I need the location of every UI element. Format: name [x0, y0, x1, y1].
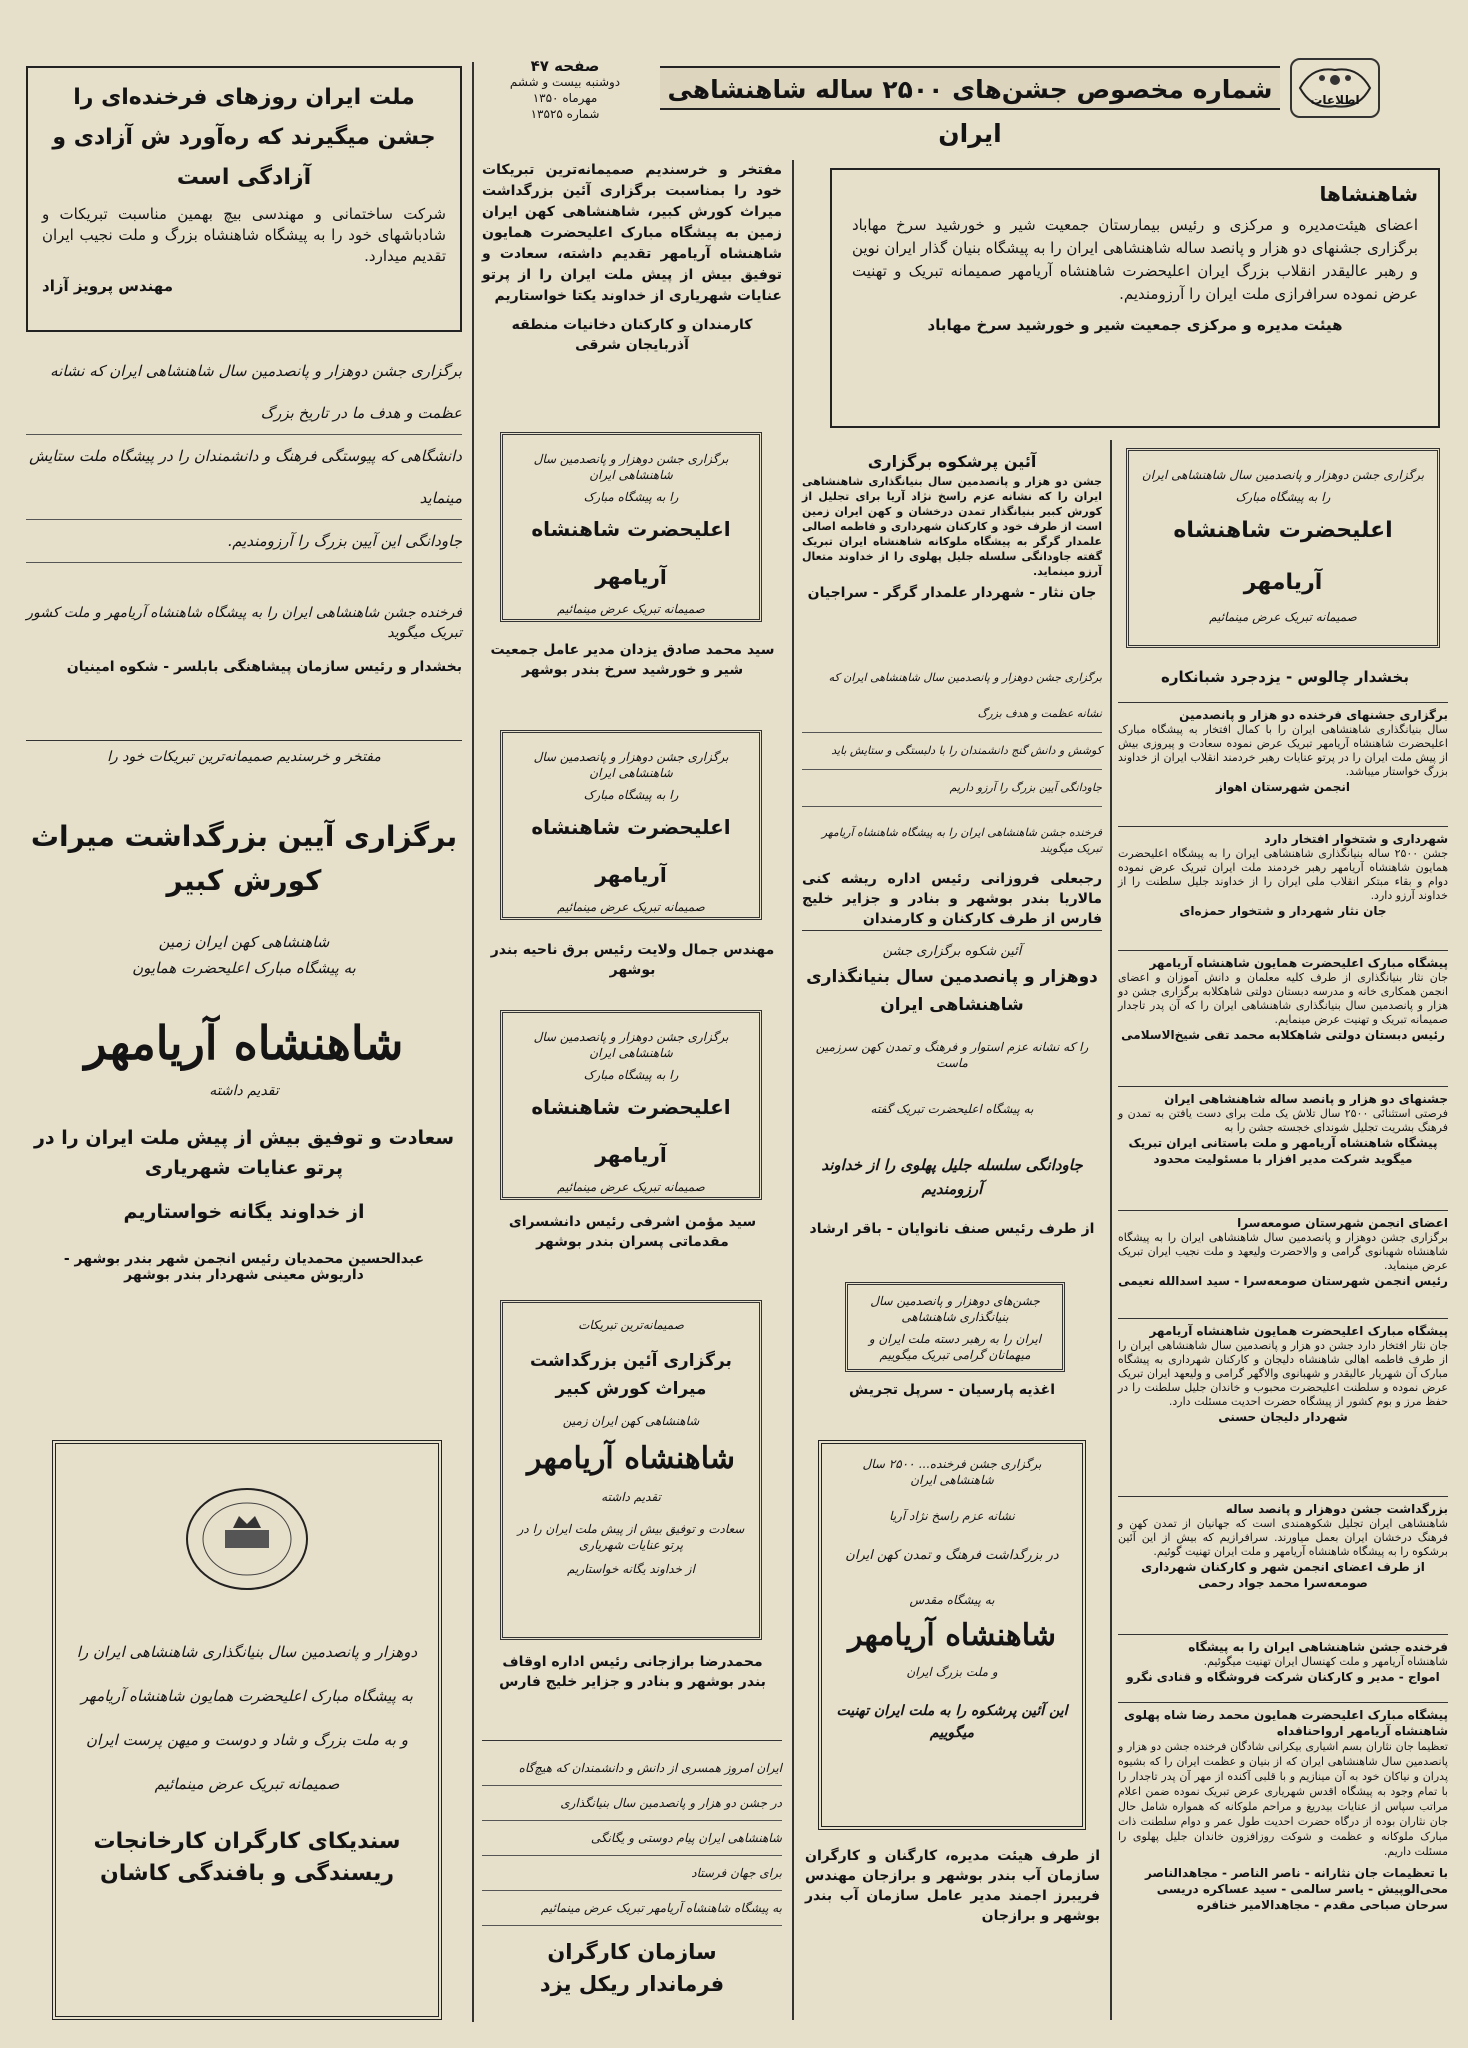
ad-construction-sign: مهندس پرویز آزاد [42, 277, 173, 295]
final-sign-3: سرحان صباحی مقدم - مجاهدالامیر خنافره [1196, 1898, 1448, 1912]
kourosh-top: صمیمانه‌ترین تبریکات [578, 1318, 684, 1332]
kashan-line4: صمیمانه تبریک عرض مینمائیم [154, 1775, 340, 1793]
water-top: برگزاری جشن فرخنده... ۲۵۰۰ سال شاهنشاهی ایران [862, 1457, 1042, 1487]
aein-sign: جان نثار - شهردار علمدار گرگر - سراجیان [807, 585, 1097, 601]
notice-item [1118, 1210, 1448, 1318]
box-foot: صمیمانه تبریک عرض مینمائیم [557, 602, 705, 616]
box-head: برگزاری جشن دوهزار و پانصدمین سال شاهنشاهی ایران [533, 1030, 729, 1060]
notice-title: پیشگاه مبارک اعلیحضرت همایون محمد رضا شاه پهلوی شاهنشاه آریامهر ارواحنافداه [1123, 1708, 1448, 1738]
sign-parsian: اغذیه پارسیان - سرپل تجریش [848, 1382, 1056, 1398]
bakers-line1: آئین شکوه برگزاری جشن [882, 944, 1022, 959]
notice-sign: امواج - مدیر و کارکنان شرکت فروشگاه و قنادی نگرو [1126, 1670, 1440, 1684]
ad-parsian [845, 1282, 1065, 1372]
ad-kourosh-big [26, 740, 462, 1420]
notice-sign: از طرف اعضای انجمن شهر و کارکنان شهرداری صومعه‌سرا محمد جواد رحمی [1141, 1560, 1425, 1590]
script-line-1: برگزاری جشن دوهزار و پانصدمین سال شاهنشاهی ایران که نشانه عظمت و هدف ما در تاریخ بزرگ [26, 350, 462, 435]
box-small: را به پیشگاه مبارک [1235, 490, 1331, 504]
ad-kashan-union [52, 1440, 442, 2020]
notice-item [1118, 702, 1448, 826]
script-line-4: برای جهان فرستاد [482, 1856, 782, 1891]
kourosh-big-wish2: از خداوند یگانه خواستاریم [123, 1201, 365, 1223]
script-line-1: برگزاری جشن دوهزار و پانصدمین سال شاهنشاهی ایران که نشانه عظمت و هدف بزرگ [802, 660, 1102, 733]
notice-title: برگزاری جشنهای فرخنده دو هزار و پانصدمین [1179, 708, 1448, 722]
box-head: برگزاری جشن دوهزار و پانصدمین سال شاهنشاهی ایران [1141, 468, 1425, 482]
ad-script-babolsar [26, 350, 462, 720]
sign-yazdan: سید محمد صادق یزدان مدیر عامل جمعیت شیر و خورشید سرخ بندر بوشهر [490, 642, 775, 678]
water-name: شاهنشاه آریامهر [848, 1618, 1056, 1653]
script-tribute: فرخنده جشن شاهنشاهی ایران را به پیشگاه شاهنشاه آریامهر و ملت کشور تبریک میگوید [26, 605, 462, 641]
malaria-tribute: فرخنده جشن شاهنشاهی ایران را به پیشگاه شاهنشاه آریامهر تبریک میگویند [821, 826, 1102, 855]
ad-box-school [500, 1010, 762, 1200]
script-line-1: ایران امروز همسری از دانش و دانشمندان که هیچ‌گاه [482, 1751, 782, 1786]
kourosh-wish: سعادت و توفیق بیش از پیش ملت ایران را در پرتو عنایات شهریاری [517, 1522, 745, 1552]
aein-title: آئین پرشکوه برگزاری [867, 452, 1037, 471]
script-line-5: به پیشگاه شاهنشاه آریامهر تبریک عرض مینمائیم [482, 1891, 782, 1926]
notice-body: فرصتی استثنائی ۲۵۰۰ سال تلاش یک ملت برای دست یافتن به تمدن و فرهنگ بشریت تجلیل شوندای خجسته جشن را به [1118, 1107, 1448, 1134]
kourosh-big-offered: تقدیم داشته [209, 1083, 279, 1099]
water-l2: در بزرگداشت فرهنگ و تمدن کهن ایران [845, 1548, 1059, 1563]
script-line-2: کوشش و دانش گنج دانشمندان را با دلبستگی و ستایش باید [802, 733, 1102, 770]
notice-item [1118, 1702, 1448, 2010]
ad-shahanshaha [830, 168, 1440, 428]
notice-sign: رئیس دبستان دولتی شاهکلابه محمد تقی شیخ‌الاسلامی [1121, 1028, 1445, 1042]
water-l1: نشانه عزم راسخ نژاد آریا [889, 1509, 1015, 1523]
ad-box-chalus [1126, 448, 1440, 648]
kashan-line3: و به ملت بزرگ و شاد و دوست و میهن پرست ایران [86, 1731, 408, 1749]
script-line-2: دانشگاهی که پیوستگی فرهنگ و دانشمندان را در پیشگاه ملت ستایش مینماید [26, 435, 462, 520]
masthead-logo [1290, 58, 1380, 118]
malaria-sign: رجبعلی فروزانی رئیس اداره ریشه کنی مالاریا بندر بوشهر و بنادر و جزایر خلیج فارس از طرف کارکنان و کارمندان [802, 871, 1102, 927]
notice-item [1118, 826, 1448, 950]
notice-item [1118, 1496, 1448, 1634]
notice-title: شهرداری و شتخوار افتخار دارد [1264, 832, 1448, 846]
date-block [490, 58, 640, 138]
box-head: برگزاری جشن دوهزار و پانصدمین سال شاهنشاهی ایران [533, 750, 729, 780]
bakers-line2: دوهزار و پانصدمین سال بنیانگذاری [806, 967, 1098, 987]
kourosh-big-sub1: شاهنشاهی کهن ایران زمین [158, 933, 330, 951]
notice-item [1118, 1086, 1448, 1210]
kashan-sign1: سندیکای کارگران کارخانجات [93, 1829, 401, 1854]
sign-borazjani: محمدرضا برازجانی رئیس اداره اوقاف بندر بوشهر و بنادر و جزایر خلیج فارس [499, 1654, 766, 1690]
ad-construction [26, 66, 462, 332]
notice-item [1118, 950, 1448, 1086]
notice-sign: پیشگاه شاهنشاه آریامهر و ملت باستانی ایران تبریک میگوید شرکت مدیر افزار با مسئولیت محدود [1128, 1136, 1438, 1166]
notice-body: تعظیما جان نثاران بسم اشیاری بیکرانی شادگان فرخنده جشن دو هزار و پانصدمین سال شاهنشاهی ایران که از بنیان و عظمت ایران را که بشیوه پدران و نیاکان خود به آن مینازیم و با قلبی آکنده از مهر آن پدر تاجدار را با تمام وجود به پیشگاه اقدس شهریاری عرض تبریک نموده ضمن اعلام مراتب سپاس از عنایات بیدریغ و مراحم ملوکانه که همواره شامل حال جان نثاران بوده از درگاه حضرت احدیت طول عمر و دوام سلطنت ذات مبارک ملوکانه و عظمت و شوکت روزافزون خاندان جلیل پهلوی را مسئلت داریم. [1118, 1740, 1448, 1858]
box-head: برگزاری جشن دوهزار و پانصدمین سال شاهنشاهی ایران [533, 452, 729, 482]
script-line-3: شاهنشاهی ایران پیام دوستی و یگانگی [482, 1821, 782, 1856]
ad-water-org [818, 1440, 1086, 1830]
kourosh-title: برگزاری آئین بزرگداشت میراث کورش کبیر [530, 1351, 732, 1399]
notice-title: اعضای انجمن شهرستان صومعه‌سرا [1237, 1216, 1448, 1230]
royal-emblem-icon [177, 1484, 317, 1594]
notice-item [1118, 1318, 1448, 1496]
kourosh-wish2: از خداوند یگانه خواستاریم [567, 1562, 695, 1576]
aein-body: جشن دو هزار و پانصدمین سال بنیانگذاری شاهنشاهی ایران را که نشانه عزم راسخ نژاد آریا برای تجلیل از کورش کبیر بنیانگذار تمدن درخشان و کهن ایران زمین است از طرف خود و کارکنان شهرداری و فاطمه اصالی علمدار گرگر به پیشگاه ملوکانه شاهنشاه ایران تبریک گفته جاودانگی سلسله جلیل پهلوی را از خداوند متعال آرزو مینماید. [802, 475, 1102, 578]
bakers-line3: شاهنشاهی ایران [880, 995, 1024, 1015]
water-l4: و ملت بزرگ ایران [906, 1665, 998, 1679]
notice-item [1118, 1634, 1448, 1702]
box-foot: صمیمانه تبریک عرض مینمائیم [557, 1180, 705, 1194]
script-line-3: جاودانگی آیین بزرگ را آرزو داریم [802, 770, 1102, 807]
box-name: اعلیحضرت شاهنشاه آریامهر [1173, 518, 1393, 595]
ad-workers-yazd [482, 1740, 782, 2020]
ad-construction-body: شرکت ساختمانی و مهندسی بیچ بهمین مناسبت تبریکات و شادباشهای خود را به پیشگاه شاهنشاه بزرگ و ملت نجیب ایران تقدیم میدارد. [42, 205, 446, 265]
tobacco-sign: کارمندان و کارکنان دخانیات منطقه آذربایجان شرقی [511, 317, 753, 353]
bakers-tribute: به پیشگاه اعلیحضرت تبریک گفته [870, 1102, 1034, 1116]
col4-items [1118, 702, 1448, 2020]
ad-malaria [802, 660, 1102, 927]
script-line-2: در جشن دو هزار و پانصدمین سال بنیانگذاری [482, 1786, 782, 1821]
kashan-line1: دوهزار و پانصدمین سال بنیانگذاری شاهنشاهی ایران را [76, 1643, 418, 1661]
notice-body: شاهنشاهی ایران تجلیل شکوهمندی است که جهانیان از تمدن کهن و فرهنگ درخشان ایران بعمل میاورند. سرافرازیم که بیش از این آئین برشکوه را به پیشگاه شاهنشاه آریامهر و ملت ایران تهنیت گوئیم. [1118, 1517, 1448, 1558]
notice-title: فرخنده جشن شاهنشاهی ایران را به پیشگاه [1188, 1640, 1448, 1654]
notice-title: پیشگاه مبارک اعلیحضرت همایون شاهنشاه آریامهر [1149, 956, 1448, 970]
box-foot: صمیمانه تبریک عرض مینمائیم [557, 900, 705, 914]
ad-construction-headline: ملت ایران روزهای فرخنده‌ای را جشن میگیرند که ره‌آورد ش آزادی و آزادگی است [52, 85, 436, 190]
sign-velayat: مهندس جمال ولایت رئیس برق ناحیه بندر بوشهر [490, 942, 775, 978]
tobacco-body: مفتخر و خرسندیم صمیمانه‌ترین تبریکات خود را بمناسبت برگزاری آئین بزرگداشت میراث کورش کبیر، شاهنشاهی کهن ایران زمین به پیشگاه مبارک اعلیحضرت همایون شاهنشاه آریامهر تقدیم داشته، سعادت و توفیق بیش از پیش ملت ایران را از پرتو عنایات شهریاری از خداوند یکتا خواستاریم [482, 162, 782, 304]
issue-number: شماره ۱۳۵۲۵ [530, 107, 600, 121]
kourosh-sub: شاهنشاهی کهن ایران زمین [562, 1414, 700, 1428]
water-script: این آئین پرشکوه را به ملت ایران تهنیت میگوییم [836, 1703, 1068, 1741]
ad-box-awqaf [500, 1300, 762, 1640]
notice-sign: جان نثار شهردار و شتخوار حمزه‌ای [1179, 904, 1387, 918]
ad-aein [802, 450, 1102, 650]
kashan-line2: به پیشگاه مبارک اعلیحضرت همایون شاهنشاه آریامهر [81, 1687, 413, 1705]
notice-sign: رئیس انجمن شهرستان صومعه‌سرا - سید اسدالله نعیمی [1118, 1274, 1448, 1288]
final-sign-2: محی‌الوپیش - یاسر سالمی - سید عساکره دریسی [1156, 1882, 1448, 1896]
notice-body: جان نثار افتخار دارد جشن دو هزار و پانصدمین سال شاهنشاهی ایران را از طرف فاطمه اهالی شاهنشاه دلیجان و کارکنان شهرداری به پیشگاه مبارک آن شهریار عالیقدر و شهبانوی والاگهر گرامی و ولیعهد ایران تبریک عرض نموده و سلطنت اعلیحضرت محبوب و خاندان جلیل سلطنت را در حفظ مرز و بوم کشور از پیشگاه حضرت احدیت مسئلت دارد. [1118, 1339, 1448, 1408]
script-line-3: جاودانگی این آیین بزرگ را آرزومندیم. [26, 520, 462, 563]
notice-body: شاهنشاه آریامهر و ملت کهنسال ایران تهنیت میگوئیم. [1203, 1655, 1448, 1668]
box-foot: صمیمانه تبریک عرض مینمائیم [1209, 610, 1357, 624]
ad-tobacco [482, 160, 782, 410]
sign-water: از طرف هیئت مدیره، کارگنان و کارگران سازمان آب بندر بوشهر و برازجان مهندس فریبرز اجمند مدیر عامل سازمان آب بندر بوشهر و برازجان [805, 1848, 1100, 1924]
notice-body: جان نثار بنیانگذاری از طرف کلیه معلمان و دانش آموزان و اعضای انجمن همکاری خانه و مدرسه دبستان دولتی شاهکلابه برگزاری جشن دو هزار و پانصدمین سال بنیانگذاری شاهنشاهی ایران را که آن پدر تاجدار صمیمانه تبریک و تهنیت عرض مینمایم. [1118, 971, 1448, 1026]
parsian-line2: ایران را به رهبر دسته ملت ایران و میهمانان گرامی تبریک میگوییم [868, 1332, 1042, 1362]
sign-chalus: بخشدار چالوس - یزدجرد شبانکاره [1161, 668, 1409, 686]
sign-ashrafi: سید مؤمن اشرفی رئیس دانشسرای مقدماتی پسران بندر بوشهر [508, 1214, 757, 1250]
kourosh-big-sign2: داریوش معینی شهردار بندر بوشهر [124, 1267, 364, 1283]
kourosh-big-wish: سعادت و توفیق بیش از پیش ملت ایران را در پرتو عنایات شهریاری [33, 1127, 454, 1179]
bakers-small: را که نشانه عزم استوار و فرهنگ و تمدن کهن سرزمین ماست [815, 1040, 1089, 1070]
page-number: صفحه ۴۷ [530, 57, 600, 75]
shahanshaha-body: اعضای هیئت‌مدیره و مرکزی و رئیس بیمارستان جمعیت شیر و خورشید سرخ مهاباد برگزاری جشنهای دو هزار و پانصد ساله شاهنشاهی ایران را به پیشگاه بنیان گذار ایران نوین و رهبر عالیقدر انقلاب بزرگ ایران اعلیحضرت شاهنشاه آریامهر صمیمانه تبریک و تهنیت عرض نموده سرافرازی ملت ایران را آرزومندیم. [852, 216, 1418, 303]
script-sign: بخشدار و رئیس سازمان پیشاهنگی بابلسر - شکوه امینیان [66, 659, 462, 675]
notice-sign: انجمن شهرستان اهواز [1215, 780, 1351, 794]
kashan-sign2: ریسندگی و بافندگی کاشان [99, 1861, 395, 1886]
ad-box-redlion [500, 432, 762, 622]
water-l3: به پیشگاه مقدس [909, 1593, 995, 1607]
notice-body: برگزاری جشن دوهزار و پانصدمین سال شاهنشاهی ایران را به پیشگاه شاهنشاه شهبانوی گرامی و والاحضرت ولیعهد و ملت نجیب ایران تبریک عرض مینماید. [1118, 1231, 1448, 1272]
notice-body: جشن ۲۵۰۰ ساله بنیانگذاری شاهنشاهی ایران را به پیشگاه اعلیحضرت همایون شاهنشاه آریامهر رهبر خردمند ملت ایران تبریک عرض نموده دوام و بقاء مبتکر انقلاب ملی ایران را از خداوند جلیل سلطنت را از خداوند آرزو دارد. [1118, 847, 1448, 902]
bakers-script: جاودانگی سلسله جلیل پهلوی را از خداوند آرزومندیم [821, 1156, 1083, 1198]
parsian-line1: جشن‌های دوهزار و پانصدمین سال بنیانگذاری شاهنشاهی [870, 1294, 1040, 1324]
notice-body: سال بنیانگذاری شاهنشاهی ایران را با کمال افتخار به پیشگاه مبارک اعلیحضرت شاهنشاه آریامهر تبریک عرض نموده سعادت و پیروزی بیش از پیش ملت ایران را در پرتو عنایات رهبر خردمند انقلاب ایران از خداوند بزرگ خواستار میباشد. [1118, 723, 1448, 778]
notice-title: جشنهای دو هزار و پانصد ساله شاهنشاهی ایران [1164, 1092, 1448, 1106]
shahanshaha-title: شاهنشاها [1319, 182, 1418, 206]
box-small: را به پیشگاه مبارک [583, 1068, 679, 1082]
shahanshaha-sign: هیئت مدیره و مرکزی جمعیت شیر و خورشید سرخ مهاباد [927, 316, 1343, 334]
ad-bakers [802, 930, 1102, 1260]
notice-sign: شهردار دلیجان حسنی [1218, 1410, 1348, 1424]
box-name: اعلیحضرت شاهنشاه آریامهر [531, 517, 731, 589]
box-name: اعلیحضرت شاهنشاه آریامهر [531, 815, 731, 887]
kourosh-big-sub2: به پیشگاه مبارک اعلیحضرت همایون [132, 959, 356, 977]
logo-text: اطلاعات [1310, 93, 1360, 107]
box-small: را به پیشگاه مبارک [583, 788, 679, 802]
yazd-sign2: فرماندار ریکل یزد [539, 1972, 725, 1996]
notice-title: پیشگاه مبارک اعلیحضرت همایون شاهنشاه آریامهر [1149, 1324, 1448, 1338]
kourosh-big-name: شاهنشاه آریامهر [84, 1016, 404, 1070]
kourosh-big-top: مفتخر و خرسندیم صمیمانه‌ترین تبریکات خود را [107, 749, 381, 765]
ad-box-electric [500, 730, 762, 920]
special-issue-title: شماره مخصوص جشن‌های ۲۵۰۰ ساله شاهنشاهی ایران [660, 66, 1280, 110]
kourosh-big-title: برگزاری آیین بزرگداشت میراث کورش کبیر [30, 820, 458, 897]
kourosh-name: شاهنشاه آریامهر [527, 1441, 735, 1476]
yazd-sign1: سازمان کارگران [547, 1940, 717, 1964]
date-line: دوشنبه بیست و ششم [509, 75, 621, 89]
notice-title: بزرگداشت جشن دوهزار و پانصد ساله [1225, 1502, 1448, 1516]
final-sign-1: با تعظیمات جان نثارانه - ناصر الناصر - مجاهدالناصر [1144, 1866, 1448, 1880]
month-line: مهرماه ۱۳۵۰ [532, 91, 598, 105]
bakers-sign: از طرف رئیس صنف نانوایان - باقر ارشاد [809, 1221, 1095, 1237]
box-name: اعلیحضرت شاهنشاه آریامهر [531, 1095, 731, 1167]
kourosh-big-sign1: عبدالحسین محمدیان رئیس انجمن شهر بندر بوشهر - [63, 1251, 425, 1267]
box-small: را به پیشگاه مبارک [583, 490, 679, 504]
kourosh-offered: تقدیم داشته [601, 1490, 661, 1504]
